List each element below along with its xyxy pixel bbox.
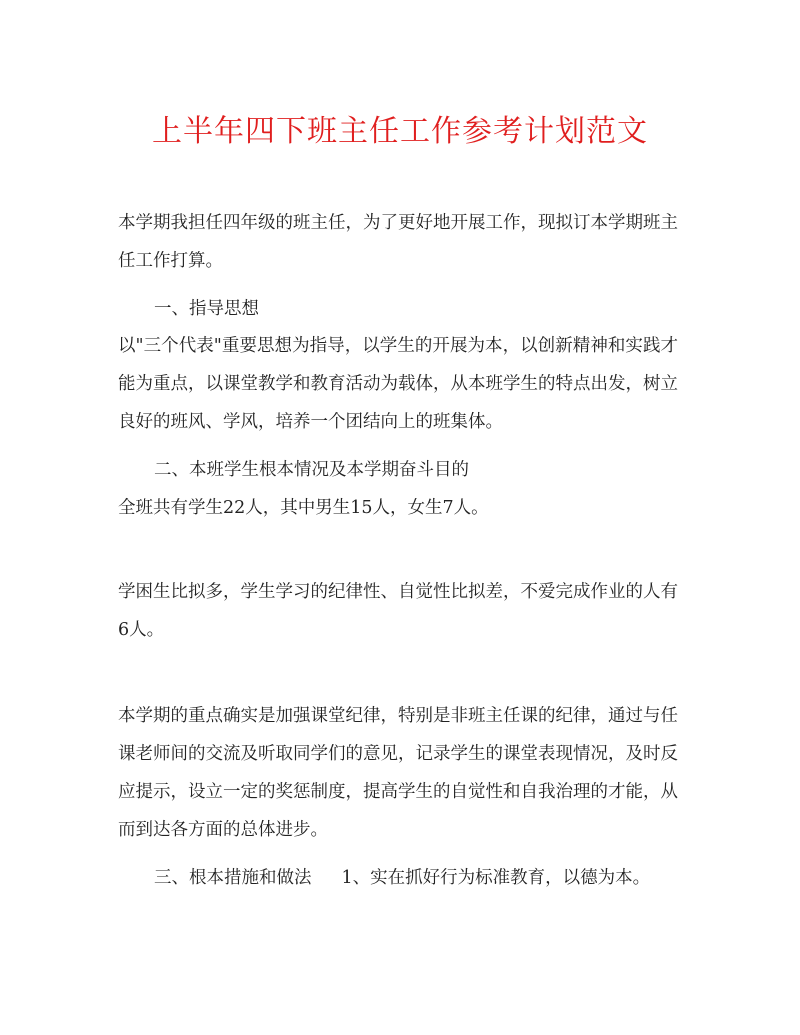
section2-paragraph-3: 本学期的重点确实是加强课堂纪律，特别是非班主任课的纪律，通过与任课老师间的交流及听取同学们的意见，记录学生的课堂表现情况，及时反应提示，设立一定的奖惩制度，提高学生的自觉性和自我治理的才能，从而到达各方面的总体进步。 xyxy=(118,706,678,840)
section2-heading: 二、本班学生根本情况及本学期奋斗目的 xyxy=(154,460,469,480)
section2-paragraph-2: 学困生比拟多，学生学习的纪律性、自觉性比拟差，不爱完成作业的人有6人。 xyxy=(118,582,678,640)
intro-paragraph: 本学期我担任四年级的班主任，为了更好地开展工作，现拟订本学期班主任工作打算。 xyxy=(118,213,678,271)
document-title: 上半年四下班主任工作参考计划范文 xyxy=(152,114,648,149)
section3-line xyxy=(118,859,714,897)
section3-heading: 三、根本措施和做法 xyxy=(154,868,312,888)
section2-paragraph-1: 全班共有学生22人，其中男生15人，女生7人。 xyxy=(118,498,489,518)
section1-heading: 一、指导思想 xyxy=(154,299,259,319)
section1-paragraph: 以"三个代表"重要思想为指导，以学生的开展为本，以创新精神和实践才能为重点，以课堂教学和教育活动为载体，从本班学生的特点出发，树立良好的班风、学风，培养一个团结向上的班集体。 xyxy=(118,336,678,432)
section3-item-1: 1、实在抓好行为标准教育，以德为本。 xyxy=(341,868,651,888)
